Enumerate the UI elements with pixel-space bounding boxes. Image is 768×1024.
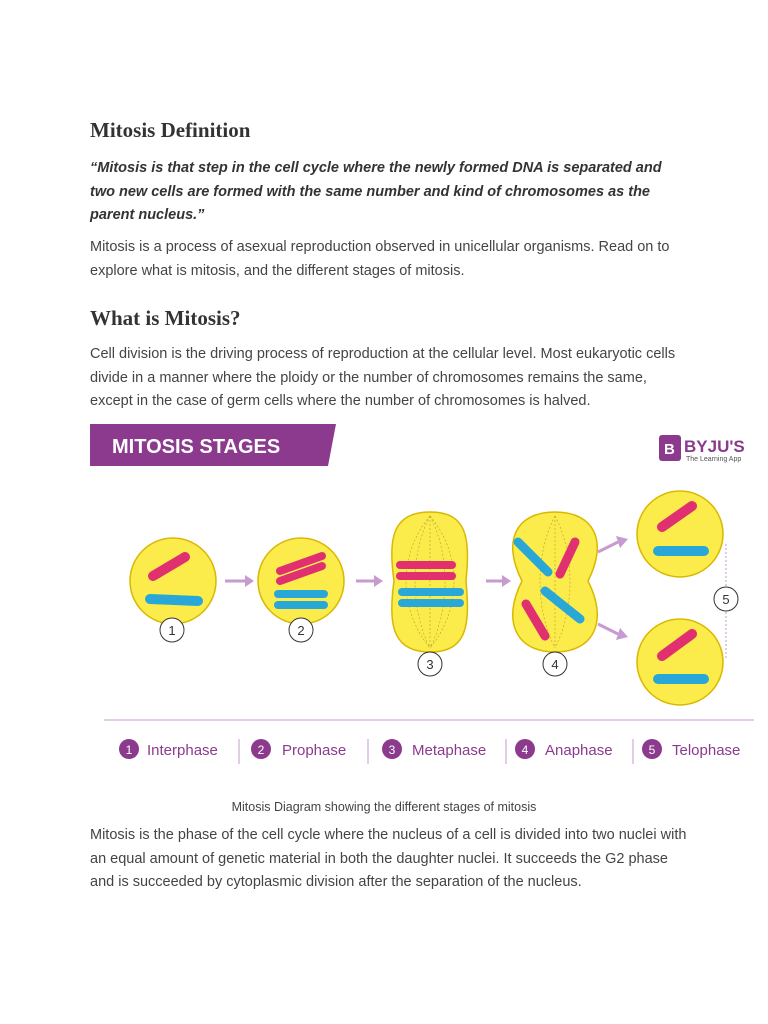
heading-what-is-mitosis: What is Mitosis?: [90, 306, 241, 330]
stage-legend: [119, 739, 740, 764]
legend-item-telophase: [642, 739, 740, 759]
stage-3-metaphase-cell: [392, 512, 468, 676]
legend-item-interphase: [119, 739, 218, 759]
stage-number-1: 1: [168, 623, 176, 638]
banner: [90, 424, 336, 466]
legend-label-prophase: Prophase: [282, 742, 347, 759]
svg-text:B: B: [664, 441, 675, 458]
cell-division-paragraph: Cell division is the driving process of reproduction at the cellular level. Most eukaryotic cells divide in a manner where the ploidy or the number of chromosomes remains the same, except in the case of germ cells where the number of chromosomes is halved.: [90, 346, 676, 409]
legend-item-anaphase: [515, 739, 613, 759]
legend-label-metaphase: Metaphase: [412, 742, 487, 759]
intro-paragraph: Mitosis is a process of asexual reproduction observed in unicellular organisms. Read on to explore what is mitosis, and the different stages of mitosis.: [90, 239, 670, 279]
stage-4-anaphase-cell: [513, 512, 598, 676]
mitosis-phase-paragraph: Mitosis is the phase of the cell cycle where the nucleus of a cell is divided into two nuclei with an equal amount of genetic material in both the daughter nuclei. It succeeds the G2 phase and is succeeded by cytoplasmic division after the separation of the nucleus.: [90, 827, 687, 890]
stage-number-4: 4: [551, 657, 559, 672]
stage-number-2: 2: [297, 623, 305, 638]
legend-label-interphase: Interphase: [147, 742, 218, 759]
definition-quote: “Mitosis is that step in the cell cycle where the newly formed DNA is separated and two new cells are formed with the same number and kind of chromosomes as the parent nucleus.”: [90, 160, 662, 223]
byjus-logo: [659, 435, 745, 463]
brand-tagline: The Learning App: [686, 456, 742, 463]
legend-item-prophase: [251, 739, 346, 759]
svg-text:5: 5: [648, 743, 656, 757]
legend-item-metaphase: [382, 739, 486, 759]
arrow-4-5-top: [598, 542, 618, 552]
mitosis-stages-diagram: [90, 424, 760, 774]
arrow-4-5-bottom: [598, 624, 618, 634]
legend-label-telophase: Telophase: [672, 742, 741, 759]
stage-2-prophase-cell: [258, 538, 344, 642]
stage-1-interphase-cell: [130, 538, 216, 642]
banner-title: MITOSIS STAGES: [112, 436, 281, 458]
stage-5-telophase-cells: [637, 491, 738, 705]
svg-text:2: 2: [257, 743, 265, 757]
legend-label-anaphase: Anaphase: [545, 742, 613, 759]
svg-text:1: 1: [125, 743, 133, 757]
mitosis-diagram-svg: [90, 424, 760, 774]
figure-caption: Mitosis Diagram showing the different stages of mitosis: [231, 800, 537, 814]
svg-text:4: 4: [521, 743, 529, 757]
stage-number-3: 3: [426, 657, 434, 672]
heading-mitosis-definition: Mitosis Definition: [90, 118, 251, 142]
stage-number-5: 5: [722, 592, 730, 607]
svg-text:3: 3: [388, 743, 396, 757]
brand-name: BYJU'S: [684, 437, 745, 456]
